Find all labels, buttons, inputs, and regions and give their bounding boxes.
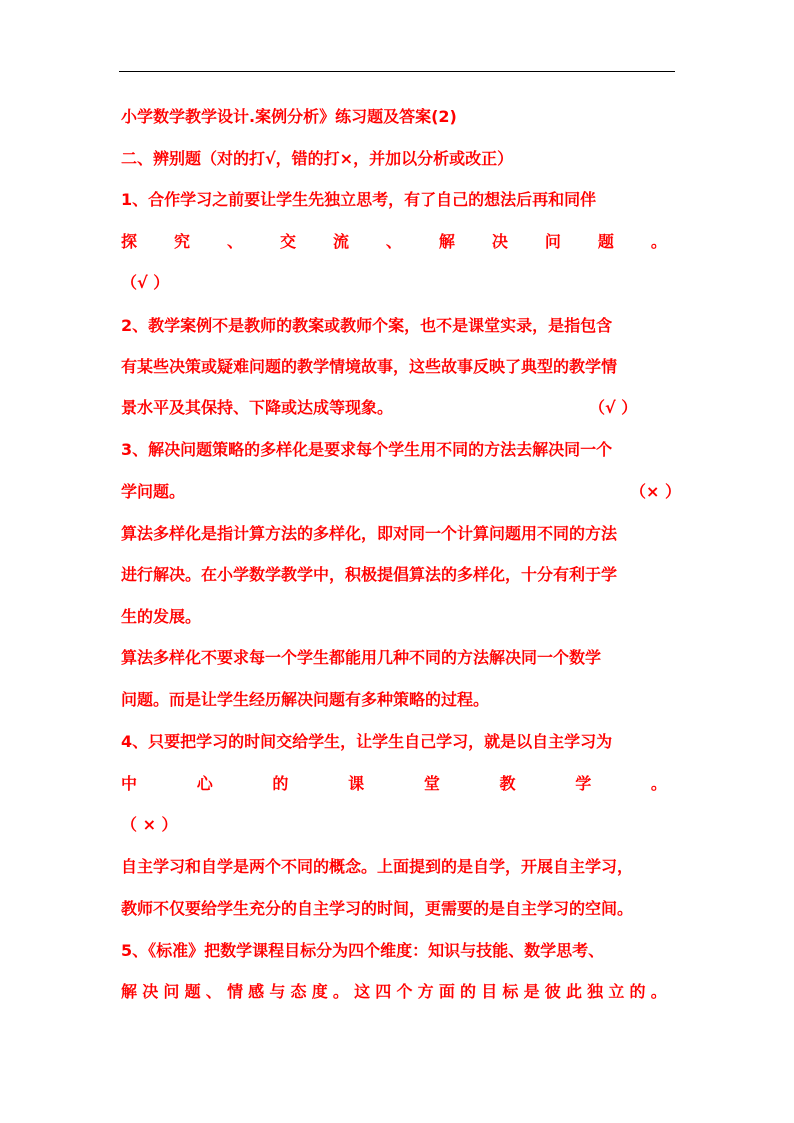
- q2-answer: （√ ）: [589, 398, 638, 417]
- q4-answer: （ × ）: [121, 815, 178, 834]
- char: 课: [348, 774, 365, 793]
- q4-explanation-line1: 自主学习和自学是两个不同的概念。上面提到的是自学，开展自主学习，: [121, 857, 634, 876]
- char: 题: [597, 232, 614, 251]
- char: 立: [608, 982, 625, 1001]
- q3-explanation-line1: 算法多样化是指计算方法的多样化，即对同一个计算问题用不同的方法: [121, 524, 618, 543]
- char: 彼: [544, 982, 561, 1001]
- section-heading: 二、辨别题（对的打√，错的打×，并加以分析或改正）: [121, 149, 514, 168]
- char: 、: [205, 982, 222, 1001]
- char: 问: [544, 232, 561, 251]
- q2-line2: 有某些决策或疑难问题的教学情境故事，这些故事反映了典型的教学情: [121, 357, 618, 376]
- q1-line2: [121, 231, 667, 253]
- char: 此: [565, 982, 582, 1001]
- char: 究: [173, 232, 190, 251]
- char: 问: [163, 982, 180, 1001]
- char: 度: [311, 982, 328, 1001]
- q3-explanation2-line2: 问题。而是让学生经历解决问题有多种策略的过程。: [121, 690, 490, 709]
- char: 、: [385, 232, 402, 251]
- char: 的: [272, 774, 289, 793]
- char: 标: [502, 982, 519, 1001]
- char: 心: [196, 774, 213, 793]
- q3-explanation2-line1: 算法多样化不要求每一个学生都能用几种不同的方法解决同一个数学: [121, 648, 602, 667]
- char: 教: [499, 774, 516, 793]
- q2-line3: 景水平及其保持、下降或达成等现象。: [121, 398, 394, 417]
- char: 四: [375, 982, 392, 1001]
- q3-answer: （× ）: [630, 482, 681, 501]
- q5-line1: 5、《标准》把数学课程目标分为四个维度：知识与技能、数学思考、: [121, 941, 605, 960]
- char: 流: [332, 232, 349, 251]
- q2-line1: 2、教学案例不是教师的教案或教师个案，也不是课堂实录，是指包含: [121, 316, 613, 335]
- char: 目: [481, 982, 498, 1001]
- char: 决: [491, 232, 508, 251]
- char: 独: [587, 982, 604, 1001]
- char: 解: [121, 982, 138, 1001]
- char: 交: [279, 232, 296, 251]
- q3-explanation-line2: 进行解决。在小学数学教学中，积极提倡算法的多样化，十分有利于学: [121, 565, 618, 584]
- char: 这: [354, 982, 371, 1001]
- char: 的: [629, 982, 646, 1001]
- q3-explanation-line3: 生的发展。: [121, 607, 202, 626]
- char: 探: [121, 232, 138, 251]
- q4-line1: 4、只要把学习的时间交给学生，让学生自己学习，就是以自主学习为: [121, 732, 613, 751]
- q1-line1: 1、合作学习之前要让学生先独立思考，有了自己的想法后再和同伴: [121, 190, 597, 209]
- q3-line1: 3、解决问题策略的多样化是要求每个学生用不同的方法去解决同一个: [121, 440, 613, 459]
- char: 方: [417, 982, 434, 1001]
- char: 个: [396, 982, 413, 1001]
- q4-explanation-line2: 教师不仅要给学生充分的自主学习的时间，更需要的是自主学习的空间。: [121, 899, 634, 918]
- char: 学: [575, 774, 592, 793]
- q5-line2: [121, 981, 667, 1003]
- char: 面: [438, 982, 455, 1001]
- char: 态: [290, 982, 307, 1001]
- char: 题: [184, 982, 201, 1001]
- q3-line2: 学问题。: [121, 482, 186, 501]
- char: 、: [226, 232, 243, 251]
- char: 。: [332, 982, 349, 1001]
- q1-answer: （√ ）: [121, 273, 170, 292]
- char: 。: [650, 982, 667, 1001]
- char: 。: [650, 774, 667, 793]
- char: 情: [226, 982, 243, 1001]
- char: 堂: [423, 774, 440, 793]
- q4-line2: [121, 773, 667, 795]
- char: 决: [142, 982, 159, 1001]
- char: 中: [121, 774, 138, 793]
- char: 与: [269, 982, 286, 1001]
- char: 感: [248, 982, 265, 1001]
- doc-title: 小学数学教学设计.案例分析》练习题及答案(2): [121, 107, 457, 126]
- char: 的: [460, 982, 477, 1001]
- header-rule: [119, 71, 675, 72]
- char: 是: [523, 982, 540, 1001]
- char: 解: [438, 232, 455, 251]
- char: 。: [650, 232, 667, 251]
